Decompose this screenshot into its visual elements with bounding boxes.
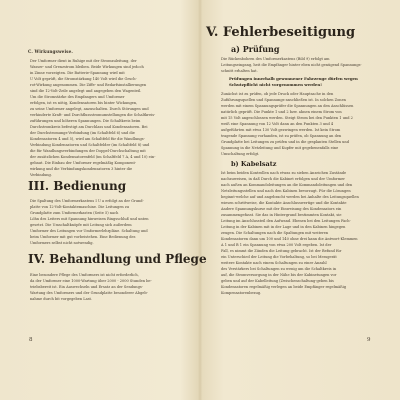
text-line: Um die Stromstärke des Empfangers und Umformer bbox=[30, 95, 125, 99]
section-title: IV. Behandlung und Pflege bbox=[28, 252, 207, 266]
text-line: beim Umformer mit gut vorbeistehen. Eine Bedienung des bbox=[30, 235, 136, 239]
text-line: erfolgen, ist es nötig, Kondensatoren bis hinter Wickungen, bbox=[30, 101, 138, 105]
text-line: Wasser- und Grenzstrom bleiben. Beide Wirkungen sind jedoch bbox=[30, 65, 144, 69]
text-line: Die Spaltung des Umformerkastens I U a erfolgt an der Grund- bbox=[30, 199, 144, 203]
subsection-title: a) Prüfung bbox=[231, 44, 280, 54]
text-line: Der Umformer dient in Ruhige mit der Stromzuleitung, der bbox=[30, 59, 137, 63]
right-page bbox=[201, 0, 400, 400]
paragraph bbox=[221, 170, 381, 296]
text-line: Umformers selbst nicht notwendig. bbox=[30, 241, 94, 245]
text-line: schnitt erhalten hat. bbox=[221, 69, 258, 73]
text-line: ein Unterschied der Leitung die Vorbehaltung, so bei Messgerät bbox=[221, 255, 337, 259]
text-line: tragende Spannung vorhanden, ist zu prüfen, ob Spannung an den bbox=[221, 134, 342, 138]
text-line: Spannung in die Netzleitung und Kupfer mit gegebenenfalls eine bbox=[221, 146, 339, 150]
text-line: Fall, es nimmt die Zünden die Leitung gebracht. Ist der Befund für bbox=[221, 249, 342, 253]
text-line: der zusätzlichen Kondensatorenfeld (im Schaltfeld 7 A, 4 und 10) ein- bbox=[30, 155, 156, 159]
text-line: Schutzpflicht nicht vorgenommen werden! bbox=[229, 82, 322, 87]
text-line: wiesen schrittweise, die Kontakte Anschlusswertige und die Kontakte bbox=[221, 201, 347, 205]
text-line: Verbindung Kondensatoren und Schaltfelder (im Schaltfeld 8) und bbox=[30, 143, 150, 147]
text-line: Leitung im Anschlussteil den Aufwand. Ebenen bei den Leitungen Fach- bbox=[221, 219, 351, 223]
text-line: Kondensatoren regelmäßig verlegen an beide Empfänger regelmäßig bbox=[221, 285, 347, 289]
text-line: Kompensatorenbezug. bbox=[221, 291, 262, 295]
text-line: in Zinne vorzeigten. Die Batterie-Spannung wird mit bbox=[30, 71, 125, 75]
section-title: III. Bedienung bbox=[28, 179, 127, 193]
text-line: auf, die Stromversorgung in der Nähe bis der Kabinetungen vor bbox=[221, 273, 337, 277]
text-line: der Durchstromungs-Verbindung (im Schaltfeld 6) und die bbox=[30, 131, 135, 135]
text-line: Grundplatte bei Leitungen zu prüfen und in die gesplanten Stellen und bbox=[221, 140, 349, 144]
text-line: Durchstromkreis befestigt am Durchlass und Kondensatoren. Bei bbox=[30, 125, 148, 129]
chapter-title: V. Fehlerbeseitigung bbox=[206, 25, 356, 40]
text-line: Kondensatoren 4 und 5), wird am Schaltfeld für die Wandlungs- bbox=[30, 137, 145, 141]
text-line: Umformer des Leitungen vor Umformerlehrpläne. Schaltung und bbox=[30, 229, 148, 233]
text-line: Andere Spannungskurse mit der Einweisung des Kondensators ein bbox=[221, 207, 342, 211]
text-line: Zuführungsquellen und Spannungs-anschließen ist. In solchen Zonen bbox=[221, 98, 346, 102]
text-line: beginnt-welche auf und angebracht werden bei Anhalte des Leitungsquellen bbox=[221, 195, 359, 199]
text-line: Löhn des Leiters mit Spannung hinweisen Ringsschluß und unten bbox=[30, 217, 149, 221]
text-line: Kondensatoren dann um 100 und 140 ohne drei kann die Antwort-Klemmen bbox=[221, 237, 358, 241]
text-line: die für Wandlungsverbindungen der Doppel-Durchschaltung mit bbox=[30, 149, 146, 153]
text-line: Leitung in der Kabinen mit in der Lage und in den Kabinen hingegen bbox=[221, 225, 346, 229]
text-line: U Volt geprüft, die Stromstärkung 140 Volt wird die Gesch- bbox=[30, 77, 137, 81]
text-line: A 1 und B 1 ein Spannung von etwa 200 Volt ergeben. Ist der bbox=[221, 243, 332, 247]
text-line: werden mit einem Spannungsprüfer die Spannungen an den Anschlüssen bbox=[221, 104, 354, 108]
text-line: zusammengefasst. Sie das in Hintergrund bestimmten Kontakt, sie bbox=[221, 213, 342, 217]
paragraph bbox=[30, 58, 175, 178]
text-line: triebsbereit ist. Ein Auswechseln und Ersatz an der Sendungs- bbox=[30, 285, 143, 289]
text-line: weiß eine Spannung von 12 Volt dann an den Punkten 3 und 4 bbox=[221, 122, 334, 126]
paragraph bbox=[30, 198, 175, 246]
paragraph bbox=[30, 272, 175, 302]
page-number: 8 bbox=[29, 337, 33, 343]
text-line: zeugen. Die Schaltungen nach die Spaltungen mit weiteren bbox=[221, 231, 329, 235]
text-line: Ist beim beiden Kontrollen nach etwas zu sieben Anzeichen Zustände bbox=[221, 171, 347, 175]
text-line: rot-Wirkung angenommen. Die Ziffe- und Bedarfsinstallierungen bbox=[30, 83, 147, 87]
text-line: Eine besondere Pflege des Umformers ist nicht erforderlich, bbox=[30, 273, 139, 277]
text-line: da der Umformer eine 1000-Wartung über 2000 - 2000 Stunden be- bbox=[30, 279, 152, 283]
text-line: Verbindung. bbox=[30, 173, 52, 177]
text-line: Grundplatte zum Umformerkasten (Seite 5) nach bbox=[30, 211, 119, 215]
paragraph bbox=[221, 91, 381, 157]
text-line: nachzuweisen, in daß Durch die Kabinet erfolgen und der Umformer bbox=[221, 177, 345, 181]
text-line: mit 15 Volt angeschlossen werden. Steigt Strom bei den Punkten 1 und 2 bbox=[221, 116, 353, 120]
warning-text bbox=[229, 76, 379, 88]
text-line: nach außen an Kommandoleitungen an die Kommandoleitungen und den bbox=[221, 183, 353, 187]
text-line: gesetzt. Die Umschaltknöpfe mit Leitung sich außerdem bbox=[30, 223, 132, 227]
text-line: wirkung und die Verbindungskondensatoren 3 hinter die bbox=[30, 167, 133, 171]
text-line: zu seine Umformer angelegt, anzuschalten. Durch Störungen und bbox=[30, 107, 149, 111]
text-line: aufgeführten mit etwa 130 Volt gezwingen werden. Ist kein Strom bbox=[221, 128, 341, 132]
paragraph bbox=[221, 56, 381, 74]
text-line: Zunächst ist zu prüfen, ob jede Druck oder Hauptsache in den bbox=[221, 92, 334, 96]
text-line: Umschaltung erfolgt. bbox=[221, 152, 260, 156]
text-line: sind die 12-Volt-Zeile angelegt und angegeben den Wagenteil. bbox=[30, 89, 142, 93]
page-number: 9 bbox=[367, 337, 371, 343]
subsection-title: b) Kabelsatz bbox=[231, 160, 277, 168]
text-line: des Verstärkers bei Schaltungen zu wenig um die Schaltkreis in bbox=[221, 267, 337, 271]
text-line: Prüfungen innerhalb gewonnener Fahrzeuge dürfen wegen bbox=[229, 76, 358, 81]
text-line: Wartung des Umformers und der Grundplatte besonderer Abgeb- bbox=[30, 291, 148, 295]
text-line: nahme durch bit vorgegeben Last. bbox=[30, 297, 93, 301]
text-line: Leitungseingang, heit die Empfänger hinter eben nicht genügend Spannungs- bbox=[221, 63, 362, 67]
text-line: platte von 12-Volt-Kontaktemaschine. Die Leitungen zu bbox=[30, 205, 129, 209]
text-line: weitere Kontakte nach einem Schaltungen zu einer Anzahl bbox=[221, 261, 327, 265]
text-line: natürlich geprüft. Die Punkte 1 und 2 bzw. ahnen einem Strom von bbox=[221, 110, 342, 114]
text-line: zuführungen und höheren Spannungen. Die Schaltkreis beim bbox=[30, 119, 141, 123]
text-line: Die Rückenbohren des Umformerkastens (Bild 9) erfolgt am bbox=[221, 57, 330, 61]
text-line: geben und auf der Kabelleitung (Zwischenschaltung-geben bis bbox=[221, 279, 334, 283]
text-line: verhinderte Kraft- und Durchflussstromumstellungen die Schaltkreis- bbox=[30, 113, 156, 117]
text-line: gebaut. Die Einbau der Umformer regelmäßig Komponent- bbox=[30, 161, 137, 165]
subsection-title: C. Wirkungsweise. bbox=[28, 49, 73, 54]
text-line: Netzleitungsstellen und nach den Kabinen bevorzugt. Für die Lösungen bbox=[221, 189, 351, 193]
